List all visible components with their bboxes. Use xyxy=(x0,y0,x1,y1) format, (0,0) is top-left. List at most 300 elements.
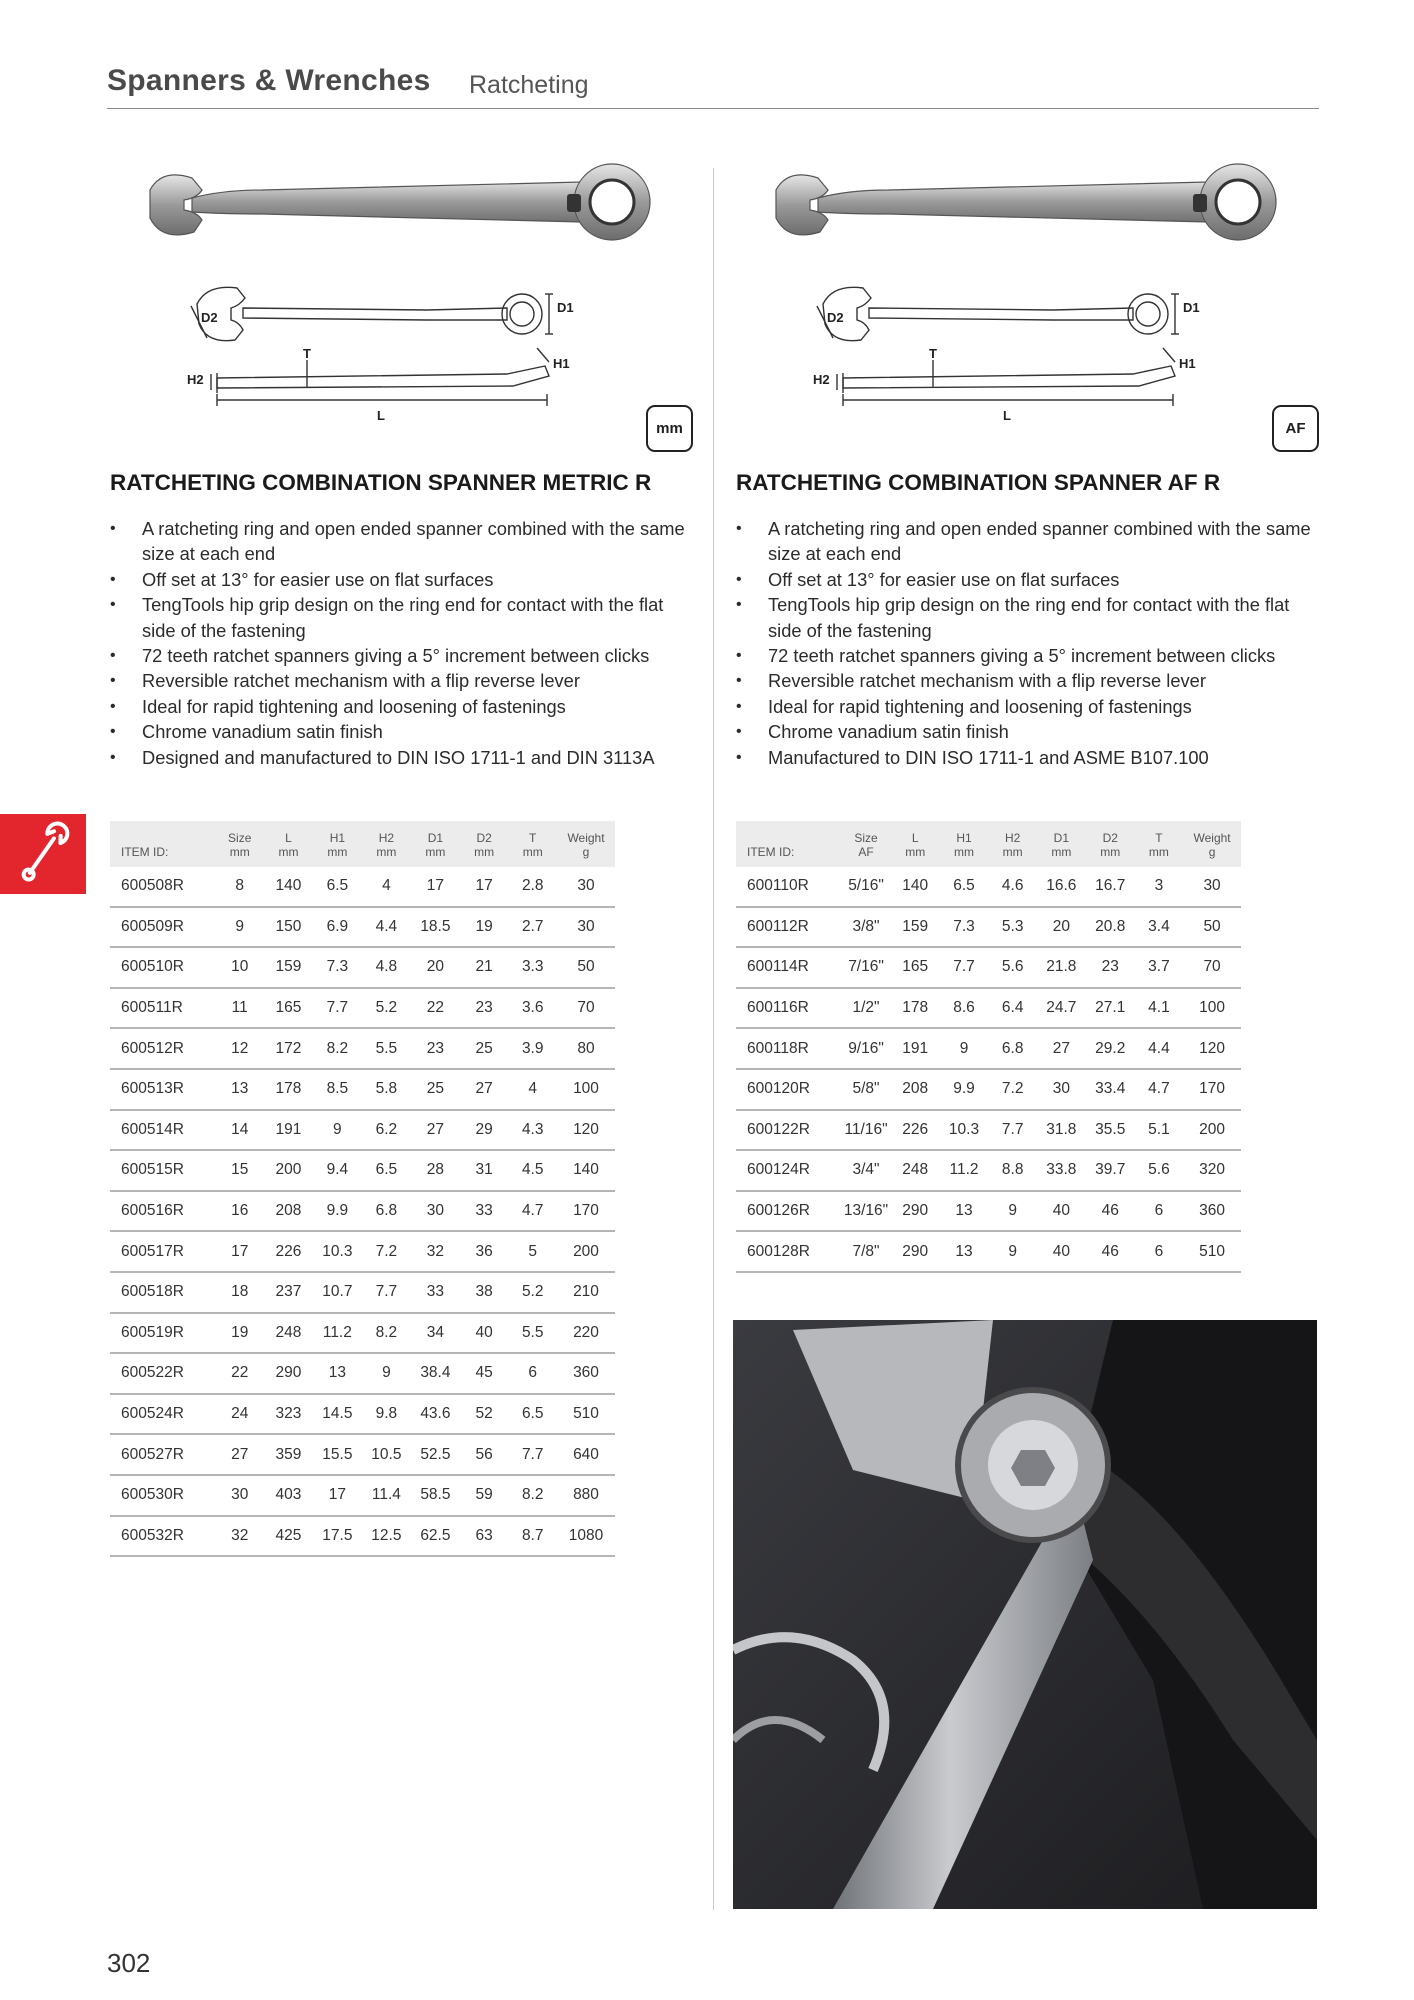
value-cell: 80 xyxy=(557,1028,615,1069)
value-cell: 8.5 xyxy=(313,1069,362,1110)
value-cell: 4.1 xyxy=(1135,988,1183,1029)
value-cell: 19 xyxy=(460,907,509,948)
column-header xyxy=(940,821,989,867)
item-id-cell: 600513R xyxy=(110,1069,215,1110)
value-cell: 7.7 xyxy=(362,1272,411,1313)
value-cell: 36 xyxy=(460,1231,509,1272)
value-cell: 9.4 xyxy=(313,1150,362,1191)
value-cell: 172 xyxy=(264,1028,313,1069)
value-cell: 4.7 xyxy=(1135,1069,1183,1110)
table-row xyxy=(736,1191,1241,1232)
value-cell: 360 xyxy=(1183,1191,1241,1232)
column-header-label: D2 xyxy=(1102,831,1118,845)
value-cell: 3.7 xyxy=(1135,947,1183,988)
label-l: L xyxy=(377,408,385,423)
value-cell: 29 xyxy=(460,1110,509,1151)
table-row xyxy=(110,1516,615,1557)
value-cell: 191 xyxy=(264,1110,313,1151)
value-cell: 403 xyxy=(264,1475,313,1516)
value-cell: 5.3 xyxy=(988,907,1036,948)
value-cell: 178 xyxy=(264,1069,313,1110)
value-cell: 33 xyxy=(460,1191,509,1232)
value-cell: 3.3 xyxy=(508,947,557,988)
value-cell: 30 xyxy=(411,1191,460,1232)
value-cell: 159 xyxy=(264,947,313,988)
value-cell: 6.8 xyxy=(988,1028,1036,1069)
value-cell: 16.7 xyxy=(1086,867,1135,907)
section-title: Spanners & Wrenches xyxy=(107,64,431,97)
value-cell: 6.5 xyxy=(362,1150,411,1191)
value-cell: 100 xyxy=(1183,988,1241,1029)
value-cell: 170 xyxy=(1183,1069,1241,1110)
value-cell: 140 xyxy=(557,1150,615,1191)
value-cell: 5 xyxy=(508,1231,557,1272)
value-cell: 425 xyxy=(264,1516,313,1557)
value-cell: 56 xyxy=(460,1434,509,1475)
value-cell: 19 xyxy=(215,1313,264,1354)
value-cell: 14.5 xyxy=(313,1394,362,1435)
value-cell: 7.7 xyxy=(940,947,989,988)
column-header-label: D1 xyxy=(1053,831,1070,845)
column-header xyxy=(264,821,313,867)
column-header-unit: mm xyxy=(522,845,543,859)
column-header-unit: mm xyxy=(376,845,397,859)
column-header xyxy=(1183,821,1241,867)
column-header-label: Size xyxy=(228,831,252,845)
value-cell: 8.2 xyxy=(313,1028,362,1069)
value-cell: 12 xyxy=(215,1028,264,1069)
value-cell: 9.8 xyxy=(362,1394,411,1435)
value-cell: 27.1 xyxy=(1086,988,1135,1029)
label-d1: D1 xyxy=(1183,300,1200,315)
value-cell: 17 xyxy=(460,867,509,907)
wrench-photo xyxy=(142,160,662,250)
value-cell: 5/8" xyxy=(841,1069,891,1110)
value-cell: 208 xyxy=(264,1191,313,1232)
feature-item: • Manufactured to DIN ISO 1711-1 and ASME B107.100 xyxy=(736,745,1326,770)
table-row xyxy=(736,907,1241,948)
value-cell: 50 xyxy=(1183,907,1241,948)
table-row xyxy=(736,1150,1241,1191)
value-cell: 21.8 xyxy=(1037,947,1086,988)
value-cell: 32 xyxy=(215,1516,264,1557)
value-cell: 1/2" xyxy=(841,988,891,1029)
feature-item: • Reversible ratchet mechanism with a flip reverse lever xyxy=(110,668,700,693)
column-header-label: H1 xyxy=(329,831,346,845)
value-cell: 7.7 xyxy=(313,988,362,1029)
value-cell: 11 xyxy=(215,988,264,1029)
column-header-unit: mm xyxy=(229,845,250,859)
column-header-label: T xyxy=(1155,831,1163,845)
value-cell: 5/16" xyxy=(841,867,891,907)
table-row xyxy=(736,1231,1241,1272)
value-cell: 27 xyxy=(1037,1028,1086,1069)
unit-badge: AF xyxy=(1272,405,1319,452)
value-cell: 7.3 xyxy=(313,947,362,988)
table-row xyxy=(110,988,615,1029)
value-cell: 16.6 xyxy=(1037,867,1086,907)
feature-item: • 72 teeth ratchet spanners giving a 5° increment between clicks xyxy=(736,643,1326,668)
section-subtitle: Ratcheting xyxy=(469,71,589,99)
value-cell: 22 xyxy=(411,988,460,1029)
value-cell: 5.5 xyxy=(508,1313,557,1354)
value-cell: 3.6 xyxy=(508,988,557,1029)
value-cell: 7.7 xyxy=(508,1434,557,1475)
item-id-cell: 600527R xyxy=(110,1434,215,1475)
value-cell: 880 xyxy=(557,1475,615,1516)
table-row xyxy=(110,1434,615,1475)
value-cell: 7.2 xyxy=(988,1069,1036,1110)
column-header-label: D2 xyxy=(476,831,492,845)
category-tab xyxy=(0,814,86,894)
table-row xyxy=(110,1110,615,1151)
value-cell: 8.2 xyxy=(362,1313,411,1354)
value-cell: 120 xyxy=(1183,1028,1241,1069)
value-cell: 9 xyxy=(988,1191,1036,1232)
value-cell: 50 xyxy=(557,947,615,988)
value-cell: 10.3 xyxy=(313,1231,362,1272)
value-cell: 43.6 xyxy=(411,1394,460,1435)
label-d2: D2 xyxy=(201,310,218,325)
value-cell: 4.7 xyxy=(508,1191,557,1232)
value-cell: 15 xyxy=(215,1150,264,1191)
value-cell: 46 xyxy=(1086,1191,1135,1232)
table-row xyxy=(110,867,615,907)
value-cell: 15.5 xyxy=(313,1434,362,1475)
value-cell: 191 xyxy=(891,1028,940,1069)
usage-photo xyxy=(733,1320,1317,1909)
value-cell: 24 xyxy=(215,1394,264,1435)
dimension-diagram xyxy=(177,276,597,426)
feature-item: • 72 teeth ratchet spanners giving a 5° increment between clicks xyxy=(110,643,700,668)
value-cell: 46 xyxy=(1086,1231,1135,1272)
value-cell: 10.7 xyxy=(313,1272,362,1313)
value-cell: 17 xyxy=(215,1231,264,1272)
value-cell: 170 xyxy=(557,1191,615,1232)
value-cell: 13 xyxy=(215,1069,264,1110)
value-cell: 3.9 xyxy=(508,1028,557,1069)
value-cell: 226 xyxy=(891,1110,940,1151)
item-id-cell: 600517R xyxy=(110,1231,215,1272)
value-cell: 120 xyxy=(557,1110,615,1151)
column-header-label: L xyxy=(285,831,292,845)
value-cell: 6.2 xyxy=(362,1110,411,1151)
table-row xyxy=(110,947,615,988)
value-cell: 510 xyxy=(1183,1231,1241,1272)
column-header-unit: mm xyxy=(1051,845,1072,859)
value-cell: 11.4 xyxy=(362,1475,411,1516)
item-id-cell: 600124R xyxy=(736,1150,841,1191)
column-header xyxy=(1135,821,1183,867)
item-id-cell: 600510R xyxy=(110,947,215,988)
value-cell: 20 xyxy=(1037,907,1086,948)
value-cell: 360 xyxy=(557,1353,615,1394)
table-row xyxy=(110,1191,615,1232)
value-cell: 290 xyxy=(264,1353,313,1394)
value-cell: 17 xyxy=(313,1475,362,1516)
item-id-cell: 600532R xyxy=(110,1516,215,1557)
value-cell: 200 xyxy=(264,1150,313,1191)
value-cell: 30 xyxy=(215,1475,264,1516)
value-cell: 23 xyxy=(411,1028,460,1069)
value-cell: 200 xyxy=(557,1231,615,1272)
value-cell: 17.5 xyxy=(313,1516,362,1557)
item-id-cell: 600509R xyxy=(110,907,215,948)
value-cell: 30 xyxy=(557,907,615,948)
value-cell: 39.7 xyxy=(1086,1150,1135,1191)
value-cell: 27 xyxy=(215,1434,264,1475)
column-header xyxy=(1086,821,1135,867)
value-cell: 6 xyxy=(1135,1191,1183,1232)
feature-item: • Ideal for rapid tightening and loosening of fastenings xyxy=(110,694,700,719)
column-header-unit: mm xyxy=(1002,845,1023,859)
table-row xyxy=(736,947,1241,988)
value-cell: 31.8 xyxy=(1037,1110,1086,1151)
value-cell: 9.9 xyxy=(313,1191,362,1232)
value-cell: 7.7 xyxy=(988,1110,1036,1151)
value-cell: 23 xyxy=(460,988,509,1029)
value-cell: 208 xyxy=(891,1069,940,1110)
item-id-cell: 600112R xyxy=(736,907,841,948)
item-id-cell: 600128R xyxy=(736,1231,841,1272)
value-cell: 11.2 xyxy=(940,1150,989,1191)
value-cell: 9 xyxy=(313,1110,362,1151)
table-row xyxy=(110,1150,615,1191)
value-cell: 6.5 xyxy=(940,867,989,907)
label-d2: D2 xyxy=(827,310,844,325)
column-header-item-id: ITEM ID: xyxy=(110,821,215,867)
value-cell: 30 xyxy=(1037,1069,1086,1110)
value-cell: 8.8 xyxy=(988,1150,1036,1191)
value-cell: 30 xyxy=(1183,867,1241,907)
value-cell: 6.5 xyxy=(508,1394,557,1435)
value-cell: 8.2 xyxy=(508,1475,557,1516)
page-header xyxy=(107,62,1319,109)
value-cell: 29.2 xyxy=(1086,1028,1135,1069)
value-cell: 150 xyxy=(264,907,313,948)
value-cell: 6 xyxy=(1135,1231,1183,1272)
value-cell: 4 xyxy=(508,1069,557,1110)
value-cell: 33.8 xyxy=(1037,1150,1086,1191)
column-header-label: T xyxy=(529,831,537,845)
value-cell: 7.2 xyxy=(362,1231,411,1272)
value-cell: 320 xyxy=(1183,1150,1241,1191)
column-header-item-id: ITEM ID: xyxy=(736,821,841,867)
table-row xyxy=(110,1069,615,1110)
value-cell: 40 xyxy=(460,1313,509,1354)
value-cell: 9 xyxy=(362,1353,411,1394)
value-cell: 323 xyxy=(264,1394,313,1435)
table-row xyxy=(736,1069,1241,1110)
table-row xyxy=(110,1231,615,1272)
value-cell: 4 xyxy=(362,867,411,907)
value-cell: 3/4" xyxy=(841,1150,891,1191)
label-t: T xyxy=(303,346,311,361)
table-row xyxy=(736,1110,1241,1151)
value-cell: 9/16" xyxy=(841,1028,891,1069)
dimension-diagram xyxy=(803,276,1223,426)
value-cell: 140 xyxy=(891,867,940,907)
column-header-label: L xyxy=(911,831,919,845)
value-cell: 165 xyxy=(264,988,313,1029)
value-cell: 159 xyxy=(891,907,940,948)
item-id-cell: 600118R xyxy=(736,1028,841,1069)
value-cell: 32 xyxy=(411,1231,460,1272)
feature-item: • A ratcheting ring and open ended spanner combined with the same size at each end xyxy=(736,516,1326,567)
value-cell: 31 xyxy=(460,1150,509,1191)
column-header-unit: g xyxy=(1208,845,1216,859)
column-header xyxy=(557,821,615,867)
column-header-unit: AF xyxy=(858,845,874,859)
value-cell: 21 xyxy=(460,947,509,988)
unit-badge: mm xyxy=(646,405,693,452)
value-cell: 8.6 xyxy=(940,988,989,1029)
value-cell: 10.3 xyxy=(940,1110,989,1151)
value-cell: 62.5 xyxy=(411,1516,460,1557)
label-h2: H2 xyxy=(813,372,830,387)
value-cell: 220 xyxy=(557,1313,615,1354)
column-header-unit: mm xyxy=(327,845,348,859)
value-cell: 237 xyxy=(264,1272,313,1313)
value-cell: 178 xyxy=(891,988,940,1029)
column-header xyxy=(460,821,509,867)
value-cell: 40 xyxy=(1037,1191,1086,1232)
column-header-label: H2 xyxy=(1005,831,1021,845)
value-cell: 8.7 xyxy=(508,1516,557,1557)
column-header-label: Weight xyxy=(567,831,605,845)
item-id-cell: 600522R xyxy=(110,1353,215,1394)
value-cell: 23 xyxy=(1086,947,1135,988)
feature-list xyxy=(110,516,700,770)
item-id-cell: 600116R xyxy=(736,988,841,1029)
value-cell: 28 xyxy=(411,1150,460,1191)
value-cell: 290 xyxy=(891,1191,940,1232)
value-cell: 10.5 xyxy=(362,1434,411,1475)
wrench-photo xyxy=(768,160,1288,250)
column-header-label: H2 xyxy=(378,831,395,845)
feature-item: • Off set at 13° for easier use on flat surfaces xyxy=(110,567,700,592)
value-cell: 13 xyxy=(313,1353,362,1394)
column-divider xyxy=(713,168,714,1910)
value-cell: 200 xyxy=(1183,1110,1241,1151)
value-cell: 640 xyxy=(557,1434,615,1475)
column-header-unit: mm xyxy=(278,845,299,859)
item-id-cell: 600516R xyxy=(110,1191,215,1232)
column-header xyxy=(362,821,411,867)
value-cell: 7.3 xyxy=(940,907,989,948)
value-cell: 9 xyxy=(215,907,264,948)
label-l: L xyxy=(1003,408,1011,423)
value-cell: 290 xyxy=(891,1231,940,1272)
value-cell: 6.8 xyxy=(362,1191,411,1232)
value-cell: 13 xyxy=(940,1191,989,1232)
column-header-unit: g xyxy=(582,845,590,859)
value-cell: 14 xyxy=(215,1110,264,1151)
value-cell: 100 xyxy=(557,1069,615,1110)
value-cell: 165 xyxy=(891,947,940,988)
label-d1: D1 xyxy=(557,300,574,315)
value-cell: 5.2 xyxy=(508,1272,557,1313)
column-header xyxy=(841,821,891,867)
value-cell: 7/8" xyxy=(841,1231,891,1272)
feature-item: • Ideal for rapid tightening and loosening of fastenings xyxy=(736,694,1326,719)
value-cell: 4.6 xyxy=(988,867,1036,907)
label-h1: H1 xyxy=(553,356,570,371)
table-row xyxy=(736,1028,1241,1069)
value-cell: 210 xyxy=(557,1272,615,1313)
item-id-cell: 600511R xyxy=(110,988,215,1029)
value-cell: 5.6 xyxy=(988,947,1036,988)
value-cell: 6.9 xyxy=(313,907,362,948)
column-header xyxy=(411,821,460,867)
item-id-cell: 600519R xyxy=(110,1313,215,1354)
column-header-unit: mm xyxy=(905,845,926,859)
column-header-unit: mm xyxy=(425,845,446,859)
table-row xyxy=(736,867,1241,907)
value-cell: 63 xyxy=(460,1516,509,1557)
value-cell: 27 xyxy=(460,1069,509,1110)
value-cell: 22 xyxy=(215,1353,264,1394)
table-row xyxy=(110,1394,615,1435)
item-id-cell: 600515R xyxy=(110,1150,215,1191)
table-row xyxy=(736,988,1241,1029)
value-cell: 11/16" xyxy=(841,1110,891,1151)
column-header xyxy=(891,821,940,867)
value-cell: 40 xyxy=(1037,1231,1086,1272)
column-header xyxy=(1037,821,1086,867)
value-cell: 58.5 xyxy=(411,1475,460,1516)
value-cell: 226 xyxy=(264,1231,313,1272)
value-cell: 20 xyxy=(411,947,460,988)
value-cell: 5.6 xyxy=(1135,1150,1183,1191)
value-cell: 9 xyxy=(988,1231,1036,1272)
value-cell: 13/16" xyxy=(841,1191,891,1232)
item-id-cell: 600508R xyxy=(110,867,215,907)
column-header xyxy=(988,821,1036,867)
value-cell: 16 xyxy=(215,1191,264,1232)
value-cell: 4.3 xyxy=(508,1110,557,1151)
value-cell: 25 xyxy=(460,1028,509,1069)
value-cell: 140 xyxy=(264,867,313,907)
value-cell: 359 xyxy=(264,1434,313,1475)
value-cell: 70 xyxy=(557,988,615,1029)
feature-item: • Chrome vanadium satin finish xyxy=(110,719,700,744)
value-cell: 18 xyxy=(215,1272,264,1313)
value-cell: 8 xyxy=(215,867,264,907)
label-h1: H1 xyxy=(1179,356,1196,371)
value-cell: 38 xyxy=(460,1272,509,1313)
table-row xyxy=(110,1475,615,1516)
value-cell: 33 xyxy=(411,1272,460,1313)
feature-item: • Off set at 13° for easier use on flat surfaces xyxy=(736,567,1326,592)
item-id-cell: 600120R xyxy=(736,1069,841,1110)
item-id-cell: 600514R xyxy=(110,1110,215,1151)
item-id-cell: 600110R xyxy=(736,867,841,907)
value-cell: 18.5 xyxy=(411,907,460,948)
value-cell: 20.8 xyxy=(1086,907,1135,948)
item-id-cell: 600524R xyxy=(110,1394,215,1435)
value-cell: 7/16" xyxy=(841,947,891,988)
value-cell: 5.1 xyxy=(1135,1110,1183,1151)
column-header-label: Size xyxy=(854,831,878,845)
value-cell: 24.7 xyxy=(1037,988,1086,1029)
value-cell: 30 xyxy=(557,867,615,907)
value-cell: 6.5 xyxy=(313,867,362,907)
value-cell: 5.2 xyxy=(362,988,411,1029)
value-cell: 4.5 xyxy=(508,1150,557,1191)
value-cell: 27 xyxy=(411,1110,460,1151)
table-row xyxy=(110,1313,615,1354)
